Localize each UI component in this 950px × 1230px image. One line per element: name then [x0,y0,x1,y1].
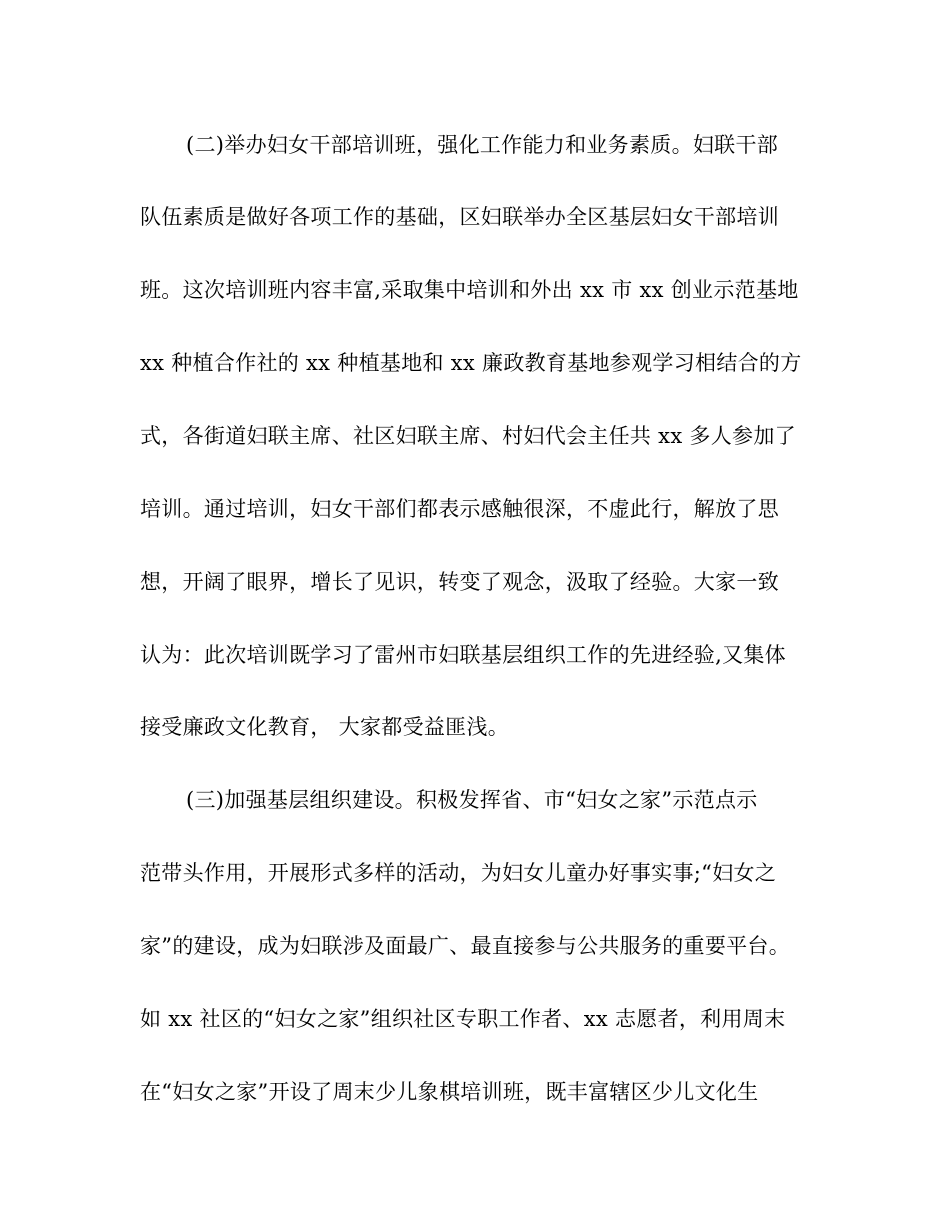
text-line: 培训。通过培训，妇女干部们都表示感触很深，不虚此行，解放了思 [140,497,779,521]
text-line: 班。这次培训班内容丰富,采取集中培训和外出 xx 市 xx 创业示范基地 [140,278,799,302]
text-line: 队伍素质是做好各项工作的基础，区妇联举办全区基层妇女干部培训 [140,205,779,229]
text-line: (三)加强基层组织建设。积极发挥省、市“妇女之家”示范点示 [186,788,758,812]
text-line: 在“妇女之家”开设了周末少儿象棋培训班，既丰富辖区少儿文化生 [140,1080,759,1104]
text-line: 如 xx 社区的“妇女之家”组织社区专职工作者、xx 志愿者，利用周末 [140,1007,786,1031]
text-line: 认为：此次培训既学习了雷州市妇联基层组织工作的先进经验,又集体 [140,643,786,667]
text-line: 想，开阔了眼界，增长了见识，转变了观念，汲取了经验。大家一致 [140,570,779,594]
text-line: 家”的建设，成为妇联涉及面最广、最直接参与公共服务的重要平台。 [140,934,791,958]
text-line: 范带头作用，开展形式多样的活动，为妇女儿童办好事实事;“妇女之 [140,861,777,885]
text-line: 式，各街道妇联主席、社区妇联主席、村妇代会主任共 xx 多人参加了 [140,424,796,448]
text-line: xx 种植合作社的 xx 种植基地和 xx 廉政教育基地参观学习相结合的方 [140,351,802,375]
text-line: 接受廉政文化教育， 大家都受益匪浅。 [140,715,510,739]
text-line: (二)举办妇女干部培训班，强化工作能力和业务素质。妇联干部 [186,133,779,157]
